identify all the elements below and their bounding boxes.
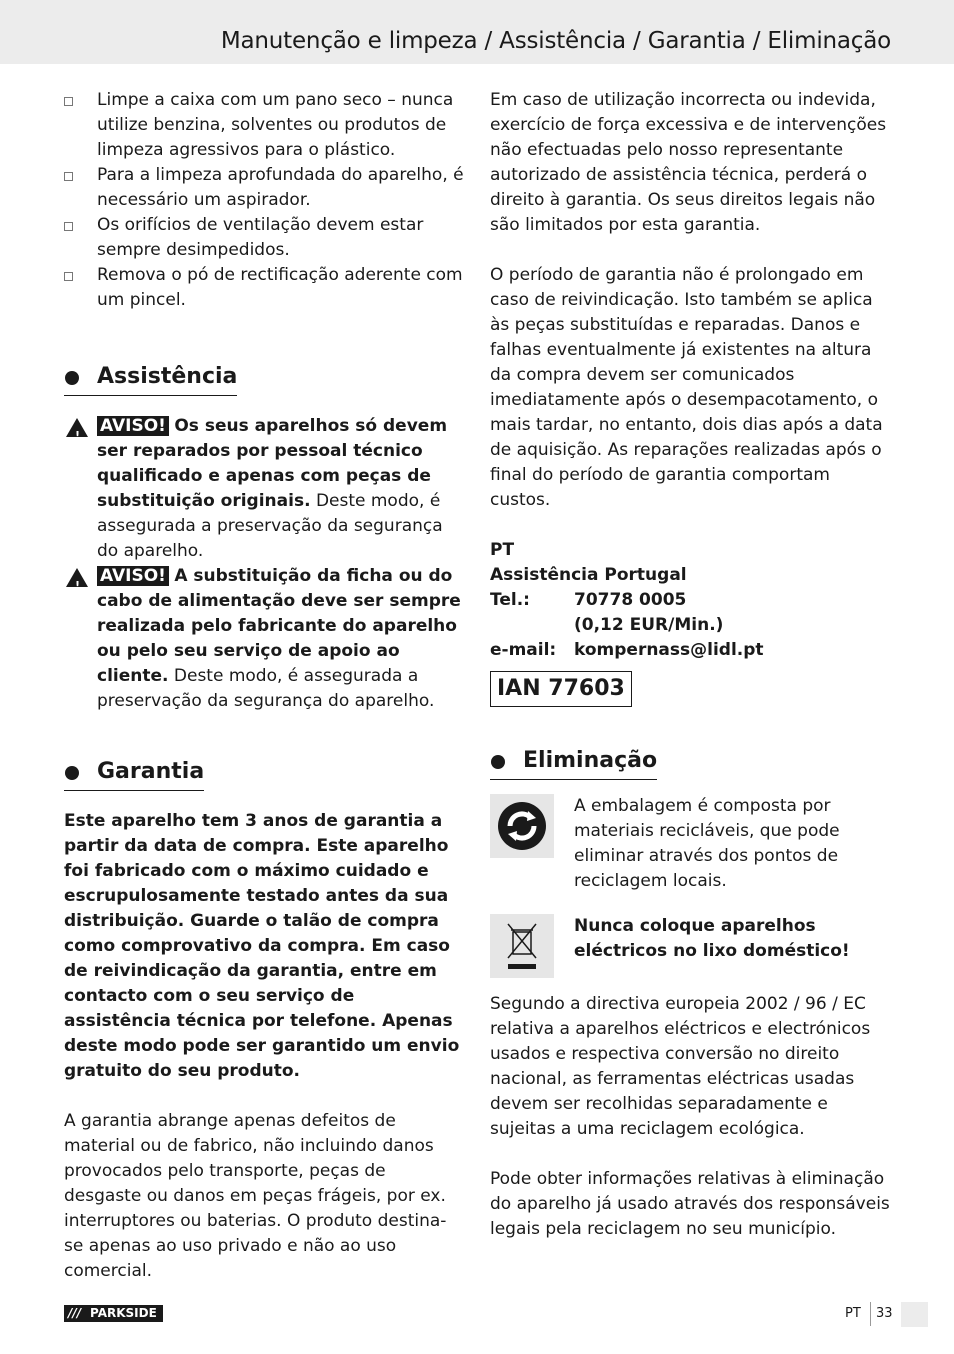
checkbox-bullet-icon (64, 97, 73, 106)
warning-icon: ! (66, 568, 88, 587)
checkbox-bullet-icon (64, 272, 73, 281)
email-label: e-mail: (490, 640, 557, 660)
right-column (490, 88, 890, 1242)
garantia-paragraph: O período de garantia não é prolongado em caso de reivindicação. Isto também se aplica às peças substituídas e reparadas. Danos e falhas eventualmente já existentes na altura da compra devem ser comunicados imediatamente após o desempacotamento, o mais tardar, no entanto, dois dias após a data de aquisição. As reparações realizadas após o final do período de garantia comportam custos. (490, 265, 883, 510)
contact-country: PT (490, 540, 515, 560)
warning-label: AVISO! (97, 566, 169, 586)
warning-label: AVISO! (97, 416, 169, 436)
page-title: Manutenção e limpeza / Assistência / Garantia / Eliminação (220, 28, 891, 54)
warning-block: ! AVISO! A substituição da ficha ou do cabo de alimentação deve ser sempre realizada pelo fabricante do aparelho ou pelo seu serviço de apoio ao cliente. Deste modo, é assegurada a preservação da segurança do aparelho. (64, 564, 464, 714)
page-number: 33 (876, 1306, 893, 1321)
list-item: Remova o pó de rectificação aderente com um pincel. (64, 263, 464, 313)
tel-rate: (0,12 EUR/Min.) (574, 615, 724, 635)
packaging-row (490, 794, 890, 894)
tel-label: Tel.: (490, 590, 530, 610)
crossed-bin-icon (490, 914, 554, 978)
tel-value: 70778 0005 (574, 590, 687, 610)
bin-text: Nunca coloque aparelhos eléctricos no lixo doméstico! (574, 916, 850, 961)
garantia-paragraph: Em caso de utilização incorrecta ou indevida, exercício de força excessiva e de intervenções não efectuadas pelo nosso representante autorizado de assistência técnica, perderá o direito à garantia. Os seus direitos legais não são limitados por esta garantia. (490, 90, 887, 235)
warning-icon: ! (66, 418, 88, 437)
email-value: kompernass@lidl.pt (574, 640, 764, 660)
checkbox-bullet-icon (64, 172, 73, 181)
eliminacao-paragraph: Segundo a directiva europeia 2002 / 96 / EC relativa a aparelhos eléctricos e electrónicos usados e respectiva conversão no direito nacional, as ferramentas eléctricas usadas devem ser recolhidas separadamente e sujeitas a uma reciclagem ecológica. (490, 994, 871, 1139)
left-column (64, 88, 464, 1284)
list-item: Limpe a caixa com um pano seco – nunca utilize benzina, solventes ou produtos de limpeza agressivos para o plástico. (64, 88, 464, 163)
recycling-icon (490, 794, 554, 858)
warning-block: ! AVISO! Os seus aparelhos só devem ser reparados por pessoal técnico qualificado e apenas com peças de substituição originais. Deste modo, é assegurada a preservação da segurança do aparelho. (64, 414, 464, 564)
bullet-dot-icon (65, 371, 79, 385)
garantia-bold-paragraph: Este aparelho tem 3 anos de garantia a partir da data de compra. Este aparelho foi fabricado com o máximo cuidado e escrupulosamente testado antes da sua distribuição. Guarde o talão de compra como comprovativo da compra. Em caso de reivindicação da garantia, entre em contacto com o seu serviço de assistência técnica por telefone. Apenas deste modo pode ser garantido um envio gratuito do seu produto. (64, 811, 460, 1081)
bin-row (490, 914, 890, 978)
checkbox-bullet-icon (64, 222, 73, 231)
assistencia-heading: Assistência (64, 363, 237, 396)
eliminacao-paragraph: Pode obter informações relativas à eliminação do aparelho já usado através dos responsáveis legais pela reciclagem no seu município. (490, 1169, 890, 1239)
bullet-dot-icon (491, 755, 505, 769)
contact-name: Assistência Portugal (490, 565, 687, 585)
packaging-text: A embalagem é composta por materiais recicláveis, que pode eliminar através dos pontos de reciclagem locais. (574, 796, 840, 891)
maintenance-list (64, 88, 464, 313)
parkside-logo: /// PARKSIDE (64, 1305, 163, 1322)
list-item: Os orifícios de ventilação devem estar sempre desimpedidos. (64, 213, 464, 263)
eliminacao-heading: Eliminação (490, 747, 657, 780)
footer-language: PT (845, 1306, 861, 1321)
garantia-heading: Garantia (64, 758, 204, 791)
garantia-paragraph: A garantia abrange apenas defeitos de material ou de fabrico, não incluindo danos provocados pelo transporte, peças de desgaste ou danos em peças frágeis, por ex. interruptores ou baterias. O produto destina-se apenas ao uso privado e não ao uso comercial. (64, 1111, 447, 1281)
list-item: Para a limpeza aprofundada do aparelho, é necessário um aspirador. (64, 163, 464, 213)
bullet-dot-icon (65, 766, 79, 780)
footer-tab (901, 1302, 928, 1327)
ian-box: IAN 77603 (490, 671, 632, 707)
contact-block (490, 538, 890, 663)
footer-divider (870, 1302, 871, 1326)
